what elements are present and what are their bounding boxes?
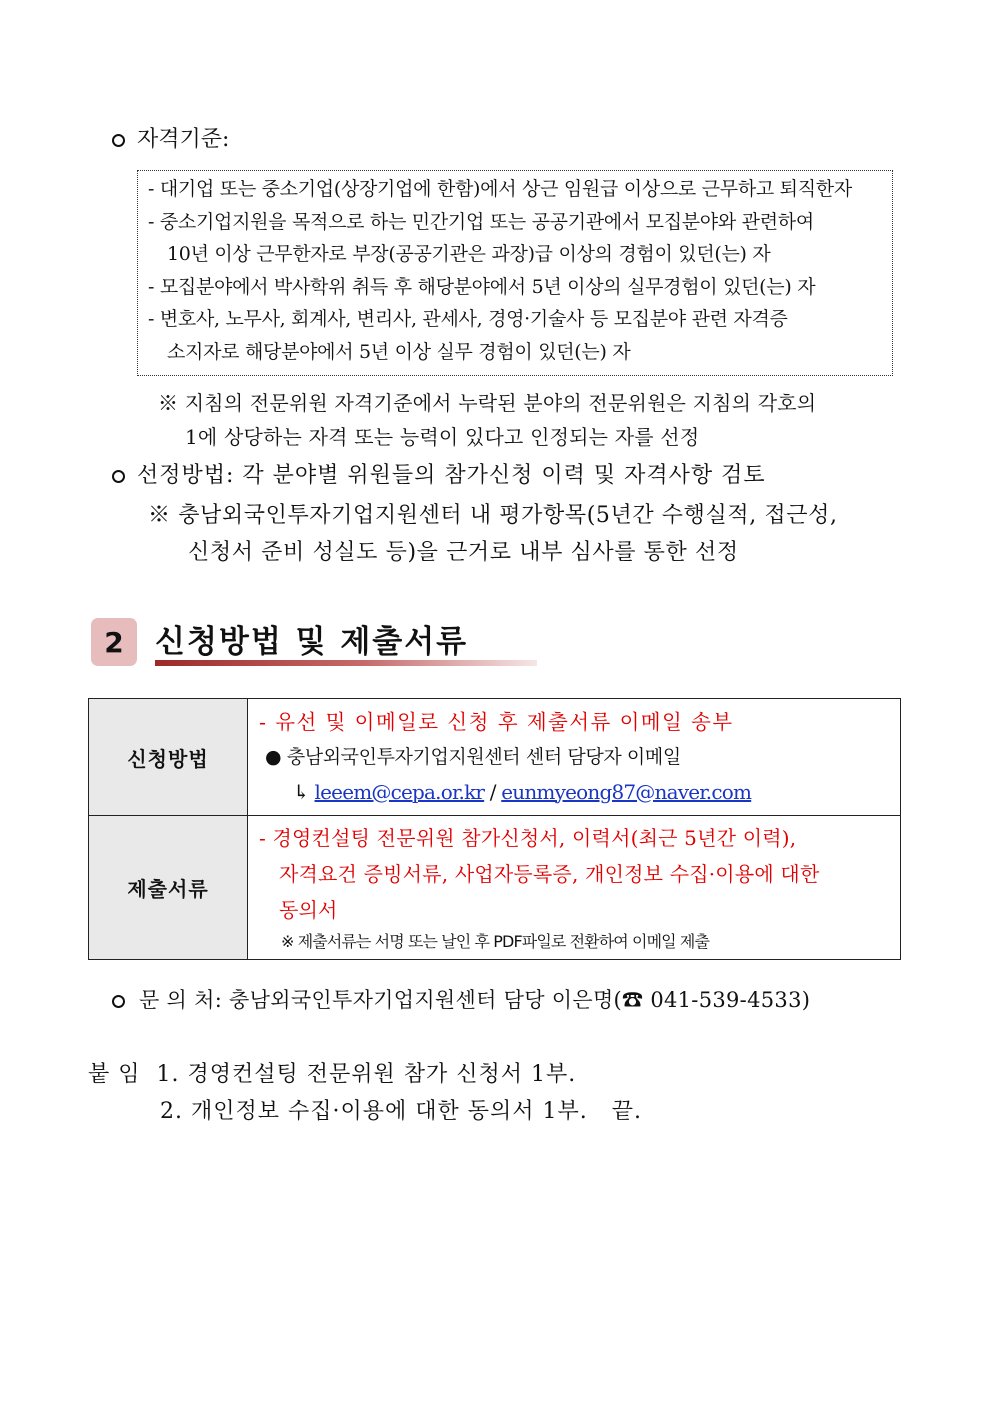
- contact-email-label: ● 충남외국인투자기업지원센터 센터 담당자 이메일: [265, 745, 681, 768]
- selection-heading-text: 선정방법: 각 분야별 위원들의 참가신청 이력 및 자격사항 검토: [137, 463, 766, 488]
- qualification-box: [137, 170, 893, 376]
- attachment-line: 붙 임 1. 경영컨설팅 전문위원 참가 신청서 1부.: [88, 1062, 577, 1087]
- qualification-line: - 모집분야에서 박사학위 취득 후 해당분야에서 5년 이상의 실무경험이 있던(는) 자: [148, 275, 816, 298]
- application-table: [88, 698, 901, 960]
- documents-line: - 경영컨설팅 전문위원 참가신청서, 이력서(최근 5년간 이력),: [259, 825, 797, 850]
- documents-note: ※ 제출서류는 서명 또는 날인 후 PDF파일로 전환하여 이메일 제출: [281, 931, 709, 951]
- email-link-1[interactable]: leeem@cepa.or.kr: [314, 779, 485, 804]
- qualification-note: [158, 386, 816, 454]
- email-link-2[interactable]: eunmyeong87@naver.com: [501, 779, 752, 804]
- selection-note-line: ※ 충남외국인투자기업지원센터 내 평가항목(5년간 수행실적, 접근성,: [148, 503, 838, 528]
- documents-line: 동의서: [279, 897, 338, 922]
- application-method-line: - 유선 및 이메일로 신청 후 제출서류 이메일 송부: [259, 709, 734, 734]
- qualification-line: 소지자로 해당분야에서 5년 이상 실무 경험이 있던(는) 자: [167, 340, 631, 363]
- table-header-cell: 신청방법: [89, 699, 248, 816]
- qualification-line: 10년 이상 근무한자로 부장(공공기관은 과장)급 이상의 경험이 있던(는) 자: [167, 243, 771, 265]
- qualification-heading: [112, 124, 229, 156]
- table-content-cell: [248, 816, 901, 960]
- qualification-line: - 중소기업지원을 목적으로 하는 민간기업 또는 공공기관에서 모집분야와 관련하여: [148, 210, 814, 233]
- qualification-line: - 변호사, 노무사, 회계사, 변리사, 관세사, 경영·기술사 등 모집분야 관련 자격증: [148, 308, 788, 330]
- arrow-icon: ↳: [293, 779, 309, 804]
- table-header-cell: 제출서류: [89, 816, 248, 960]
- selection-note: [148, 497, 838, 571]
- table-row: [89, 816, 901, 960]
- contact-text: 문 의 처: 충남외국인투자기업지원센터 담당 이은명(☎ 041-539-4533): [139, 988, 811, 1012]
- qualification-note-line: 1에 상당하는 자격 또는 능력이 있다고 인정되는 자를 선정: [185, 425, 700, 449]
- attachments: [88, 1056, 642, 1130]
- email-separator: /: [484, 779, 502, 804]
- qualification-note-line: ※ 지침의 전문위원 자격기준에서 누락된 분야의 전문위원은 지침의 각호의: [158, 391, 817, 415]
- selection-heading: [112, 459, 766, 493]
- selection-note-line: 신청서 준비 성실도 등)을 근거로 내부 심사를 통한 선정: [188, 540, 739, 565]
- section-title: 신청방법 및 제출서류: [155, 624, 469, 660]
- attachment-line: 2. 개인정보 수집·이용에 대한 동의서 1부. 끝.: [160, 1099, 642, 1124]
- circle-bullet-icon: [112, 470, 125, 483]
- section-number-badge: 2: [91, 618, 137, 666]
- circle-bullet-icon: [112, 134, 125, 147]
- email-links: [259, 774, 899, 810]
- contact-info: [112, 984, 810, 1016]
- section-underline: [155, 660, 537, 666]
- qualification-heading-text: 자격기준:: [137, 127, 230, 152]
- table-row: [89, 699, 901, 816]
- table-content-cell: [248, 699, 901, 816]
- circle-bullet-icon: [112, 995, 125, 1008]
- qualification-line: - 대기업 또는 중소기업(상장기업에 한함)에서 상근 임원급 이상으로 근무하고 퇴직한자: [148, 178, 852, 200]
- documents-line: 자격요건 증빙서류, 사업자등록증, 개인정보 수집·이용에 대한: [279, 861, 820, 886]
